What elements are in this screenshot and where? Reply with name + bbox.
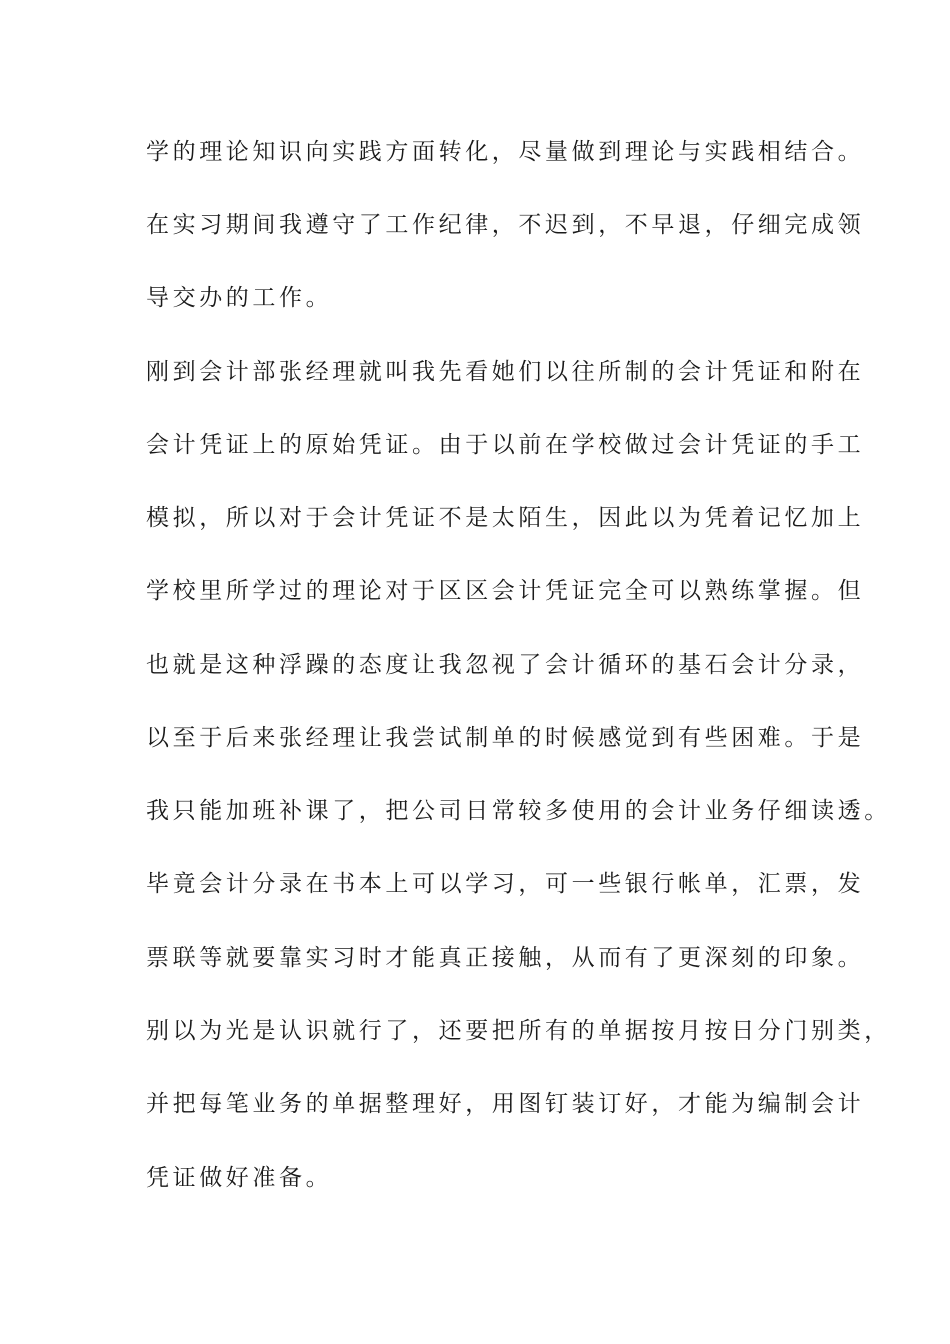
text-line: 票联等就要靠实习时才能真正接触，从而有了更深刻的印象。 — [146, 945, 865, 971]
text-line: 在实习期间我遵守了工作纪律，不迟到，不早退，仔细完成领 — [146, 212, 865, 238]
text-line: 会计凭证上的原始凭证。由于以前在学校做过会计凭证的手工 — [146, 432, 865, 458]
text-line: 以至于后来张经理让我尝试制单的时候感觉到有些困难。于是 — [146, 725, 865, 751]
text-line: 学校里所学过的理论对于区区会计凭证完全可以熟练掌握。但 — [146, 578, 865, 604]
text-line: 也就是这种浮躁的态度让我忽视了会计循环的基石会计分录， — [146, 652, 865, 678]
text-line: 导交办的工作。 — [146, 285, 333, 311]
text-line: 刚到会计部张经理就叫我先看她们以往所制的会计凭证和附在 — [146, 359, 865, 385]
text-line: 我只能加班补课了，把公司日常较多使用的会计业务仔细读透。 — [146, 798, 891, 824]
text-line: 毕竟会计分录在书本上可以学习，可一些银行帐单，汇票，发 — [146, 871, 865, 897]
text-line: 别以为光是认识就行了，还要把所有的单据按月按日分门别类， — [146, 1018, 891, 1044]
text-line: 学的理论知识向实践方面转化，尽量做到理论与实践相结合。 — [146, 139, 865, 165]
text-line: 并把每笔业务的单据整理好，用图钉装订好，才能为编制会计 — [146, 1091, 865, 1117]
text-line: 凭证做好准备。 — [146, 1165, 333, 1191]
text-line: 模拟，所以对于会计凭证不是太陌生，因此以为凭着记忆加上 — [146, 505, 865, 531]
